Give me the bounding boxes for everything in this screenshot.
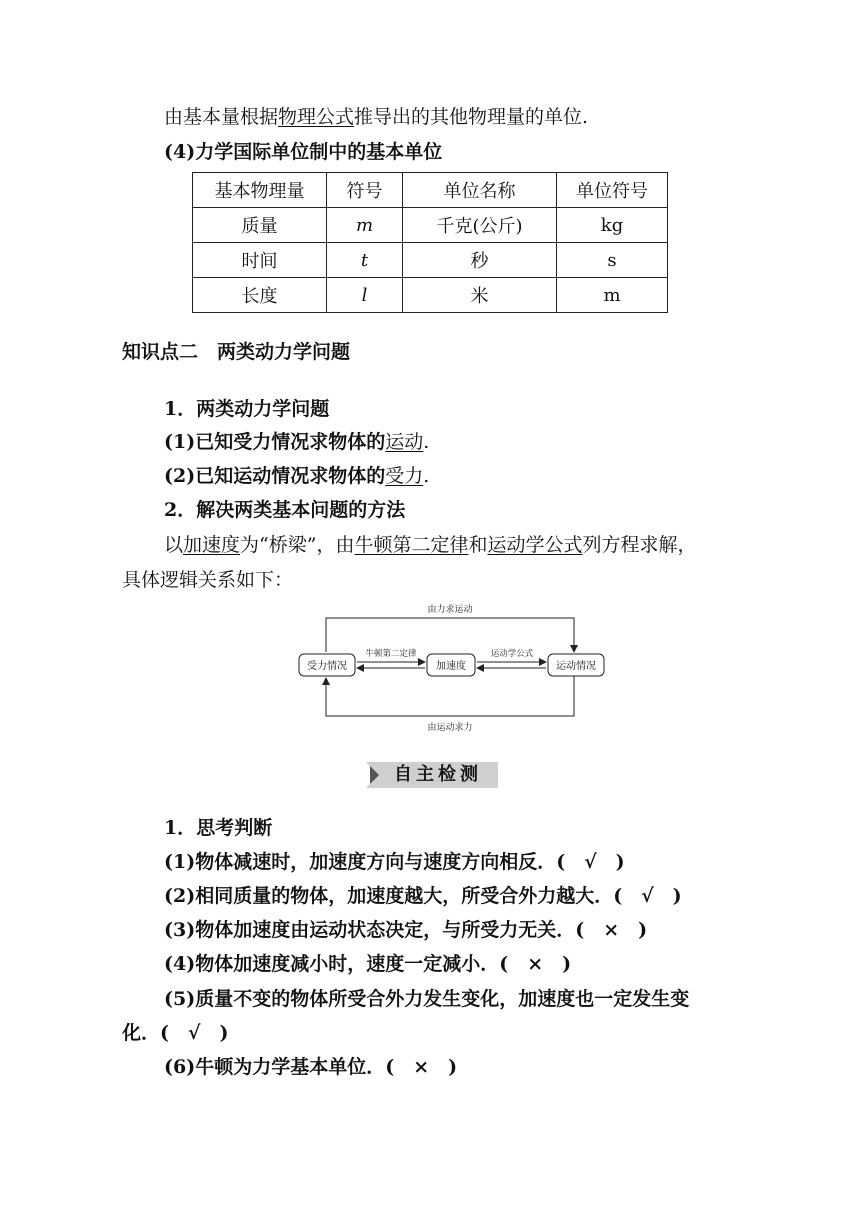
intro-line-1 xyxy=(164,103,588,131)
self-check-banner xyxy=(366,762,498,788)
banner-label: 自主检测 xyxy=(394,764,482,785)
underlined-term: 牛顿第二定律 xyxy=(354,534,469,556)
check-item-5-line-1: (5)质量不变的物体所受合外力发生变化，加速度也一定发生变 xyxy=(164,988,690,1010)
table-cell: m xyxy=(557,278,668,313)
check-item-4: (4)物体加速度减小时，速度一定减小．( × ) xyxy=(164,953,572,975)
top-loop-label: 由力求运动 xyxy=(427,605,473,615)
intro-line-2: (4)力学国际单位制中的基本单位 xyxy=(164,141,443,163)
table-header: 基本物理量 xyxy=(193,173,327,208)
table-header: 单位名称 xyxy=(403,173,557,208)
underlined-term: 受力 xyxy=(385,465,424,487)
subheading-1: 1．两类动力学问题 xyxy=(164,398,330,420)
check-heading: 1．思考判断 xyxy=(164,817,273,839)
section-title: 知识点二 两类动力学问题 xyxy=(122,341,351,363)
paragraph-text: 和 xyxy=(468,534,488,556)
underlined-term: 加速度 xyxy=(183,534,241,556)
paragraph-text: 列方程求解， xyxy=(582,534,697,556)
underlined-term: 运动学公式 xyxy=(487,534,583,556)
table-cell: 千克(公斤) xyxy=(403,208,557,243)
method-line-2: 具体逻辑关系如下： xyxy=(122,569,294,591)
table-cell: 时间 xyxy=(193,243,327,278)
top-loop-arrow xyxy=(326,618,574,652)
paragraph-text: . xyxy=(423,431,430,453)
paragraph-1 xyxy=(164,428,429,456)
check-item-6: (6)牛顿为力学基本单位．( × ) xyxy=(164,1056,458,1078)
paragraph-text: (2)已知运动情况求物体的 xyxy=(164,465,386,487)
table-cell: s xyxy=(557,243,668,278)
left-arrow-label: 牛顿第二定律 xyxy=(365,649,417,659)
table-cell: 米 xyxy=(403,278,557,313)
table-cell: 质量 xyxy=(193,208,327,243)
table-header-row xyxy=(193,173,668,208)
bottom-loop-arrow xyxy=(326,676,574,716)
box-acceleration-label: 加速度 xyxy=(436,661,466,672)
check-item-2: (2)相同质量的物体，加速度越大，所受合外力越大．( √ ) xyxy=(164,885,682,907)
intro-text: 由基本量根据 xyxy=(164,106,279,128)
table-row xyxy=(193,208,668,243)
table-cell: 秒 xyxy=(403,243,557,278)
box-force-label: 受力情况 xyxy=(307,661,347,672)
table-row xyxy=(193,243,668,278)
underlined-term: 运动 xyxy=(385,431,424,453)
dynamics-logic-diagram xyxy=(296,598,606,738)
method-line-1 xyxy=(164,531,697,559)
paragraph-text: (1)已知受力情况求物体的 xyxy=(164,431,386,453)
paragraph-text: 为“桥梁”，由 xyxy=(240,534,355,556)
check-item-1: (1)物体减速时，加速度方向与速度方向相反．( √ ) xyxy=(164,851,625,873)
check-item-3: (3)物体加速度由运动状态决定，与所受力无关．( × ) xyxy=(164,919,648,941)
table-cell: t xyxy=(327,243,403,278)
table-cell: m xyxy=(327,208,403,243)
banner-chevron-icon xyxy=(370,766,379,784)
underlined-term: 物理公式 xyxy=(278,106,355,128)
check-item-5-line-2: 化．( √ ) xyxy=(122,1022,229,1044)
subheading-2: 2．解决两类基本问题的方法 xyxy=(164,499,406,521)
intro-text: 推导出的其他物理量的单位. xyxy=(354,106,589,128)
paragraph-text: . xyxy=(423,465,430,487)
bottom-loop-label: 由运动求力 xyxy=(427,723,473,733)
table-cell: kg xyxy=(557,208,668,243)
table-header: 符号 xyxy=(327,173,403,208)
box-motion-label: 运动情况 xyxy=(556,661,596,672)
paragraph-text: 以 xyxy=(164,534,184,556)
table-header: 单位符号 xyxy=(557,173,668,208)
table-row xyxy=(193,278,668,313)
table-cell: 长度 xyxy=(193,278,327,313)
table-cell: l xyxy=(327,278,403,313)
paragraph-2 xyxy=(164,462,429,490)
right-arrow-label: 运动学公式 xyxy=(490,649,534,659)
base-units-table xyxy=(192,172,668,313)
